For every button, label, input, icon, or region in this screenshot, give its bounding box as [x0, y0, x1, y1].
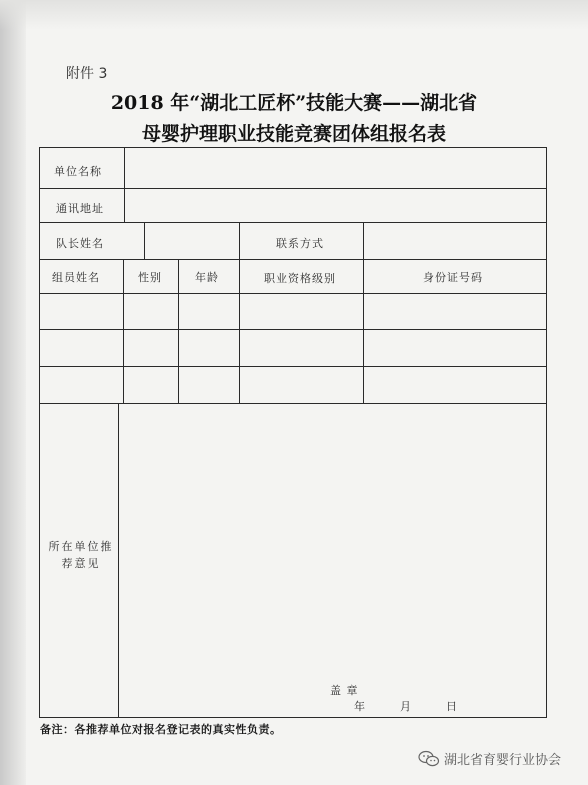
address-input[interactable]	[126, 190, 544, 221]
year-label: 年	[354, 700, 366, 713]
seal-label: 盖 章	[330, 684, 359, 697]
col-divider	[118, 403, 119, 718]
form-title-line2: 母婴护理职业技能竞赛团体组报名表	[141, 123, 446, 145]
registration-form	[39, 147, 547, 718]
row-divider	[40, 329, 547, 330]
member-name-input[interactable]	[42, 295, 122, 328]
captain-name-label: 队长姓名	[56, 237, 104, 250]
footnote: 备注：各推荐单位对报名登记表的真实性负责。	[40, 723, 282, 736]
col-divider	[123, 259, 124, 404]
attachment-label: 附件 3	[66, 66, 108, 82]
row-divider	[40, 366, 547, 367]
unit-name-input[interactable]	[126, 150, 544, 187]
month-label: 月	[400, 700, 412, 713]
row-divider	[40, 222, 547, 223]
age-input[interactable]	[180, 368, 238, 402]
address-label: 通讯地址	[56, 202, 104, 215]
date-line	[354, 698, 492, 714]
member-name-input[interactable]	[42, 331, 122, 365]
row-divider	[40, 403, 547, 404]
contact-label: 联系方式	[276, 237, 324, 250]
qualification-input[interactable]	[241, 331, 362, 365]
col-divider	[239, 222, 240, 404]
gender-input[interactable]	[125, 331, 177, 365]
id-number-header: 身份证号码	[423, 271, 483, 284]
member-name-input[interactable]	[42, 368, 122, 402]
qualification-input[interactable]	[241, 368, 362, 402]
gender-input[interactable]	[125, 368, 177, 402]
id-number-input[interactable]	[365, 331, 545, 365]
recommendation-opinion-label: 所在单位推荐意见	[48, 540, 114, 570]
col-divider	[363, 222, 364, 404]
gender-input[interactable]	[125, 295, 177, 328]
row-divider	[40, 259, 547, 260]
gender-header: 性别	[138, 271, 162, 284]
id-number-input[interactable]	[365, 295, 545, 328]
recommendation-opinion-input[interactable]	[122, 406, 544, 676]
unit-name-label: 单位名称	[54, 165, 102, 178]
captain-name-input[interactable]	[146, 224, 238, 258]
col-divider	[124, 148, 125, 223]
col-divider	[178, 259, 179, 404]
page-shadow-left	[0, 0, 26, 785]
member-name-header: 组员姓名	[52, 271, 100, 284]
col-divider	[144, 222, 145, 260]
age-input[interactable]	[180, 331, 238, 365]
wechat-icon	[418, 750, 440, 768]
row-divider	[40, 293, 547, 294]
id-number-input[interactable]	[365, 368, 545, 402]
row-divider	[40, 188, 547, 189]
watermark	[418, 749, 561, 768]
qualification-level-header: 职业资格级别	[264, 272, 336, 285]
day-label: 日	[446, 700, 458, 713]
age-header: 年龄	[195, 271, 219, 284]
qualification-input[interactable]	[241, 295, 362, 328]
page-shadow-top	[0, 0, 588, 30]
watermark-text: 湖北省育婴行业协会	[444, 753, 562, 768]
contact-input[interactable]	[365, 224, 545, 258]
age-input[interactable]	[180, 295, 238, 328]
form-title-line1: 2018 年“湖北工匠杯”技能大赛——湖北省	[110, 92, 478, 114]
